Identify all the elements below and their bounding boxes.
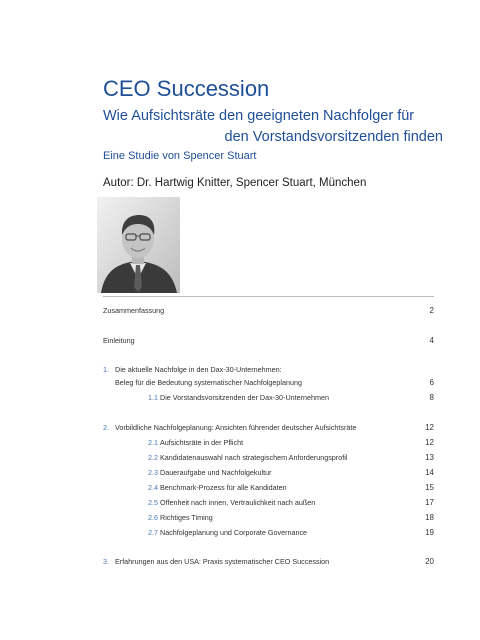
toc-entry-section-2-1[interactable] <box>103 438 434 450</box>
toc-label: Daueraufgabe und Nachfolgekultur <box>160 468 272 477</box>
toc-label: Zusammenfassung <box>103 306 165 315</box>
toc-label: Benchmark-Prozess für alle Kandidaten <box>160 483 287 492</box>
toc-number: 3. <box>103 557 109 566</box>
toc-entry-section-2-7[interactable] <box>103 528 434 540</box>
toc-number: 2.7 <box>148 528 158 537</box>
toc-label: Nachfolgeplanung und Corporate Governance <box>160 528 308 537</box>
toc-entry-section-1-continued[interactable] <box>103 378 434 390</box>
toc-entry-section-3[interactable] <box>103 557 434 569</box>
toc-number: 1. <box>103 365 109 374</box>
toc-number: 2. <box>103 423 109 432</box>
toc-page: 15 <box>425 483 434 492</box>
toc-label: Die aktuelle Nachfolge in den Dax-30-Unternehmen: <box>115 365 282 374</box>
author-portrait-image <box>97 197 180 293</box>
toc-number: 2.4 <box>148 483 158 492</box>
toc-page: 13 <box>425 453 434 462</box>
toc-number: 2.3 <box>148 468 158 477</box>
toc-page: 18 <box>425 513 434 522</box>
author-portrait <box>97 197 180 293</box>
toc-entry-section-2-2[interactable] <box>103 453 434 465</box>
toc-label: Erfahrungen aus den USA: Praxis systematischer CEO Succession <box>115 557 330 566</box>
toc-entry-section-1[interactable] <box>103 365 434 377</box>
toc-page: 8 <box>429 393 434 402</box>
toc-page: 12 <box>425 423 434 432</box>
author-line: Autor: Dr. Hartwig Knitter, Spencer Stuart, München <box>103 177 367 189</box>
toc-label: Beleg für die Bedeutung systematischer Nachfolgeplanung <box>115 378 302 387</box>
toc-entry-zusammenfassung[interactable] <box>103 306 434 318</box>
toc-label: Offenheit nach innen, Vertraulichkeit nach außen <box>160 498 316 507</box>
subtitle-line-1: Wie Aufsichtsräte den geeigneten Nachfolger für <box>103 108 415 124</box>
toc-label: Die Vorstandsvorsitzenden der Dax-30-Unternehmen <box>160 393 329 402</box>
toc-page: 2 <box>429 306 434 315</box>
toc-number: 2.5 <box>148 498 158 507</box>
toc-entry-section-2[interactable] <box>103 423 434 435</box>
toc-number: 2.2 <box>148 453 158 462</box>
toc-label: Einleitung <box>103 336 135 345</box>
toc-entry-section-2-5[interactable] <box>103 498 434 510</box>
study-credit: Eine Studie von Spencer Stuart <box>103 150 257 162</box>
subtitle-line-2: den Vorstandsvorsitzenden finden <box>224 129 443 145</box>
document-subtitle <box>103 106 443 148</box>
toc-page: 4 <box>429 336 434 345</box>
toc-entry-section-2-4[interactable] <box>103 483 434 495</box>
toc-entry-section-2-3[interactable] <box>103 468 434 480</box>
toc-label: Vorbildliche Nachfolgeplanung: Ansichten führender deutscher Aufsichtsräte <box>115 423 357 432</box>
toc-entry-einleitung[interactable] <box>103 336 434 348</box>
toc-label: Richtiges Timing <box>160 513 213 522</box>
toc-label: Aufsichtsräte in der Pflicht <box>160 438 244 447</box>
toc-page: 12 <box>425 438 434 447</box>
document-title: CEO Succession <box>103 76 270 101</box>
toc-page: 19 <box>425 528 434 537</box>
toc-page: 6 <box>429 378 434 387</box>
toc-page: 14 <box>425 468 434 477</box>
table-of-contents <box>103 296 434 566</box>
toc-page: 20 <box>425 557 434 566</box>
toc-label: Kandidatenauswahl nach strategischem Anforderungsprofil <box>160 453 348 462</box>
toc-number: 2.1 <box>148 438 158 447</box>
toc-entry-section-2-6[interactable] <box>103 513 434 525</box>
toc-number: 2.6 <box>148 513 158 522</box>
toc-number: 1.1 <box>148 393 158 402</box>
toc-page: 17 <box>425 498 434 507</box>
toc-entry-section-1-1[interactable] <box>103 393 434 405</box>
